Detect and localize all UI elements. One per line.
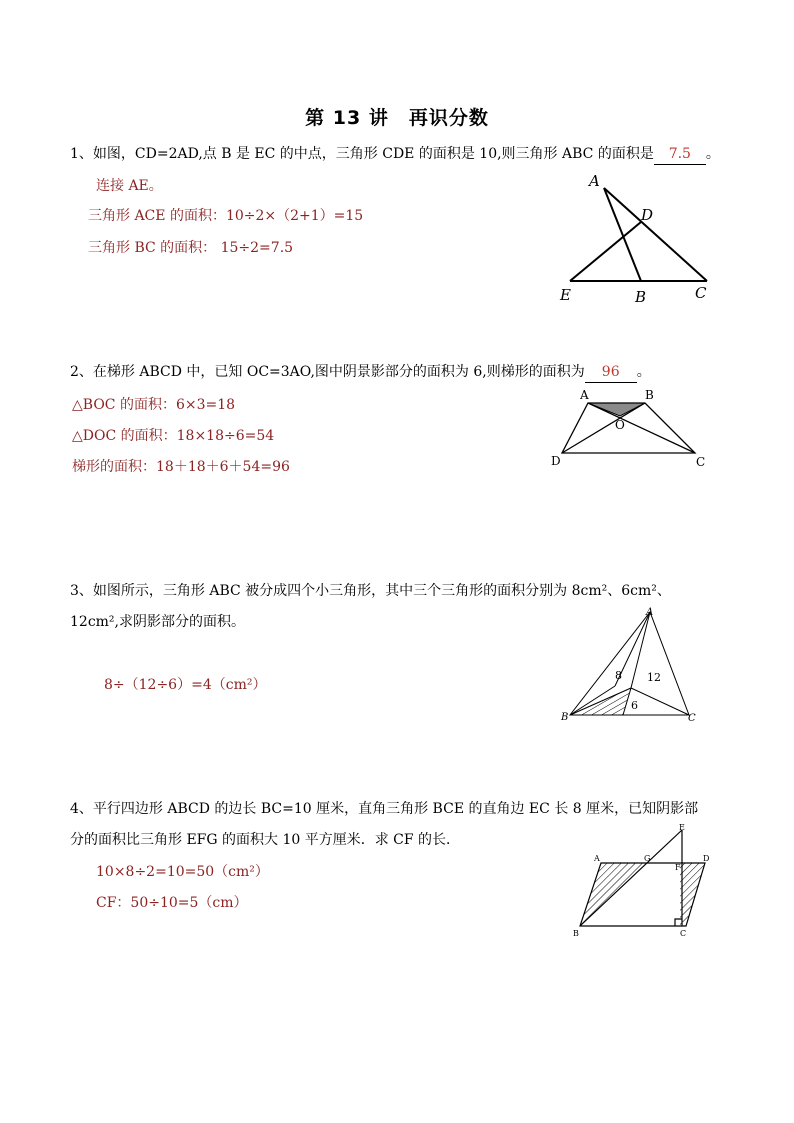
label-d: D <box>703 854 710 863</box>
question-2-stem-end: 。 <box>636 364 651 380</box>
label-g: G <box>644 854 651 863</box>
question-4-solution-line-2: CF：50÷10=5（cm） <box>96 895 248 911</box>
page-title: 第 13 讲 再识分数 <box>305 107 489 129</box>
question-2-answer-blank: 96 <box>585 362 637 383</box>
question-3-line-1: 3、如图所示，三角形 ABC 被分成四个小三角形，其中三个三角形的面积分别为 8cm²、6cm²、 <box>70 583 671 599</box>
label-a: A <box>594 854 600 863</box>
area-label-6: 6 <box>631 699 638 712</box>
question-4-figure <box>565 820 725 940</box>
label-a: A <box>646 607 654 618</box>
question-4-line-1: 4、平行四边形 ABCD 的边长 BC=10 厘米，直角三角形 BCE 的直角边 EC 长 8 厘米，已知阴影部 <box>70 801 699 817</box>
question-2-solution-line-3: 梯形的面积：18＋18＋6＋54=96 <box>72 459 290 475</box>
label-b: B <box>573 929 579 938</box>
area-label-8: 8 <box>615 669 622 682</box>
label-b: B <box>635 288 647 306</box>
label-a: A <box>580 388 589 402</box>
question-2-stem: 2、在梯形 ABCD 中，已知 OC=3AO,图中阴景影部分的面积为 6,则梯形的面积为 <box>70 364 585 380</box>
line-ed <box>570 222 641 281</box>
question-2-solution-line-1: △BOC 的面积：6×3=18 <box>72 397 236 413</box>
question-1-solution-line-3: 三角形 BC 的面积： 15÷2=7.5 <box>88 240 294 256</box>
line-ab <box>604 188 641 281</box>
label-c: C <box>696 455 706 469</box>
shaded-region-right <box>680 863 705 926</box>
question-1-figure <box>555 170 725 310</box>
hypotenuse-be <box>580 830 682 926</box>
question-2-text <box>70 362 651 383</box>
line-ac <box>604 188 707 281</box>
label-e: E <box>560 286 571 304</box>
label-e: E <box>679 823 685 832</box>
label-d: D <box>551 454 561 468</box>
question-3-solution-line-1: 8÷（12÷6）=4（cm²） <box>104 677 267 693</box>
label-c: C <box>680 929 687 938</box>
label-d: D <box>641 206 654 224</box>
question-4-solution-line-1: 10×8÷2=10=50（cm²） <box>96 864 269 880</box>
label-b: B <box>561 712 569 723</box>
label-b: B <box>645 388 654 402</box>
question-4-line-2: 分的面积比三角形 EFG 的面积大 10 平方厘米．求 CF 的长． <box>70 832 461 848</box>
label-c: C <box>688 713 696 724</box>
label-c: C <box>695 284 707 302</box>
question-3-figure <box>555 603 705 728</box>
triangle-abc <box>570 612 689 715</box>
label-o: O <box>615 418 625 432</box>
label-a: A <box>589 172 600 190</box>
question-3-line-2: 12cm²,求阴影部分的面积。 <box>70 614 245 630</box>
question-1-stem-end: 。 <box>705 146 720 162</box>
label-f: F <box>675 863 681 872</box>
question-1-stem: 1、如图，CD=2AD,点 B 是 EC 的中点，三角形 CDE 的面积是 10,则三角形 ABC 的面积是 <box>70 146 654 162</box>
question-2-solution-line-2: △DOC 的面积：18×18÷6=54 <box>72 428 275 444</box>
question-1-solution-line-2: 三角形 ACE 的面积：10÷2×（2+1）=15 <box>88 208 364 224</box>
area-label-12: 12 <box>647 671 661 684</box>
shaded-triangle-aob <box>588 403 645 416</box>
question-1-answer-blank: 7.5 <box>654 144 706 165</box>
question-2-figure <box>545 385 715 470</box>
question-1-text <box>70 144 720 165</box>
question-1-solution-line-1: 连接 AE。 <box>96 178 163 194</box>
